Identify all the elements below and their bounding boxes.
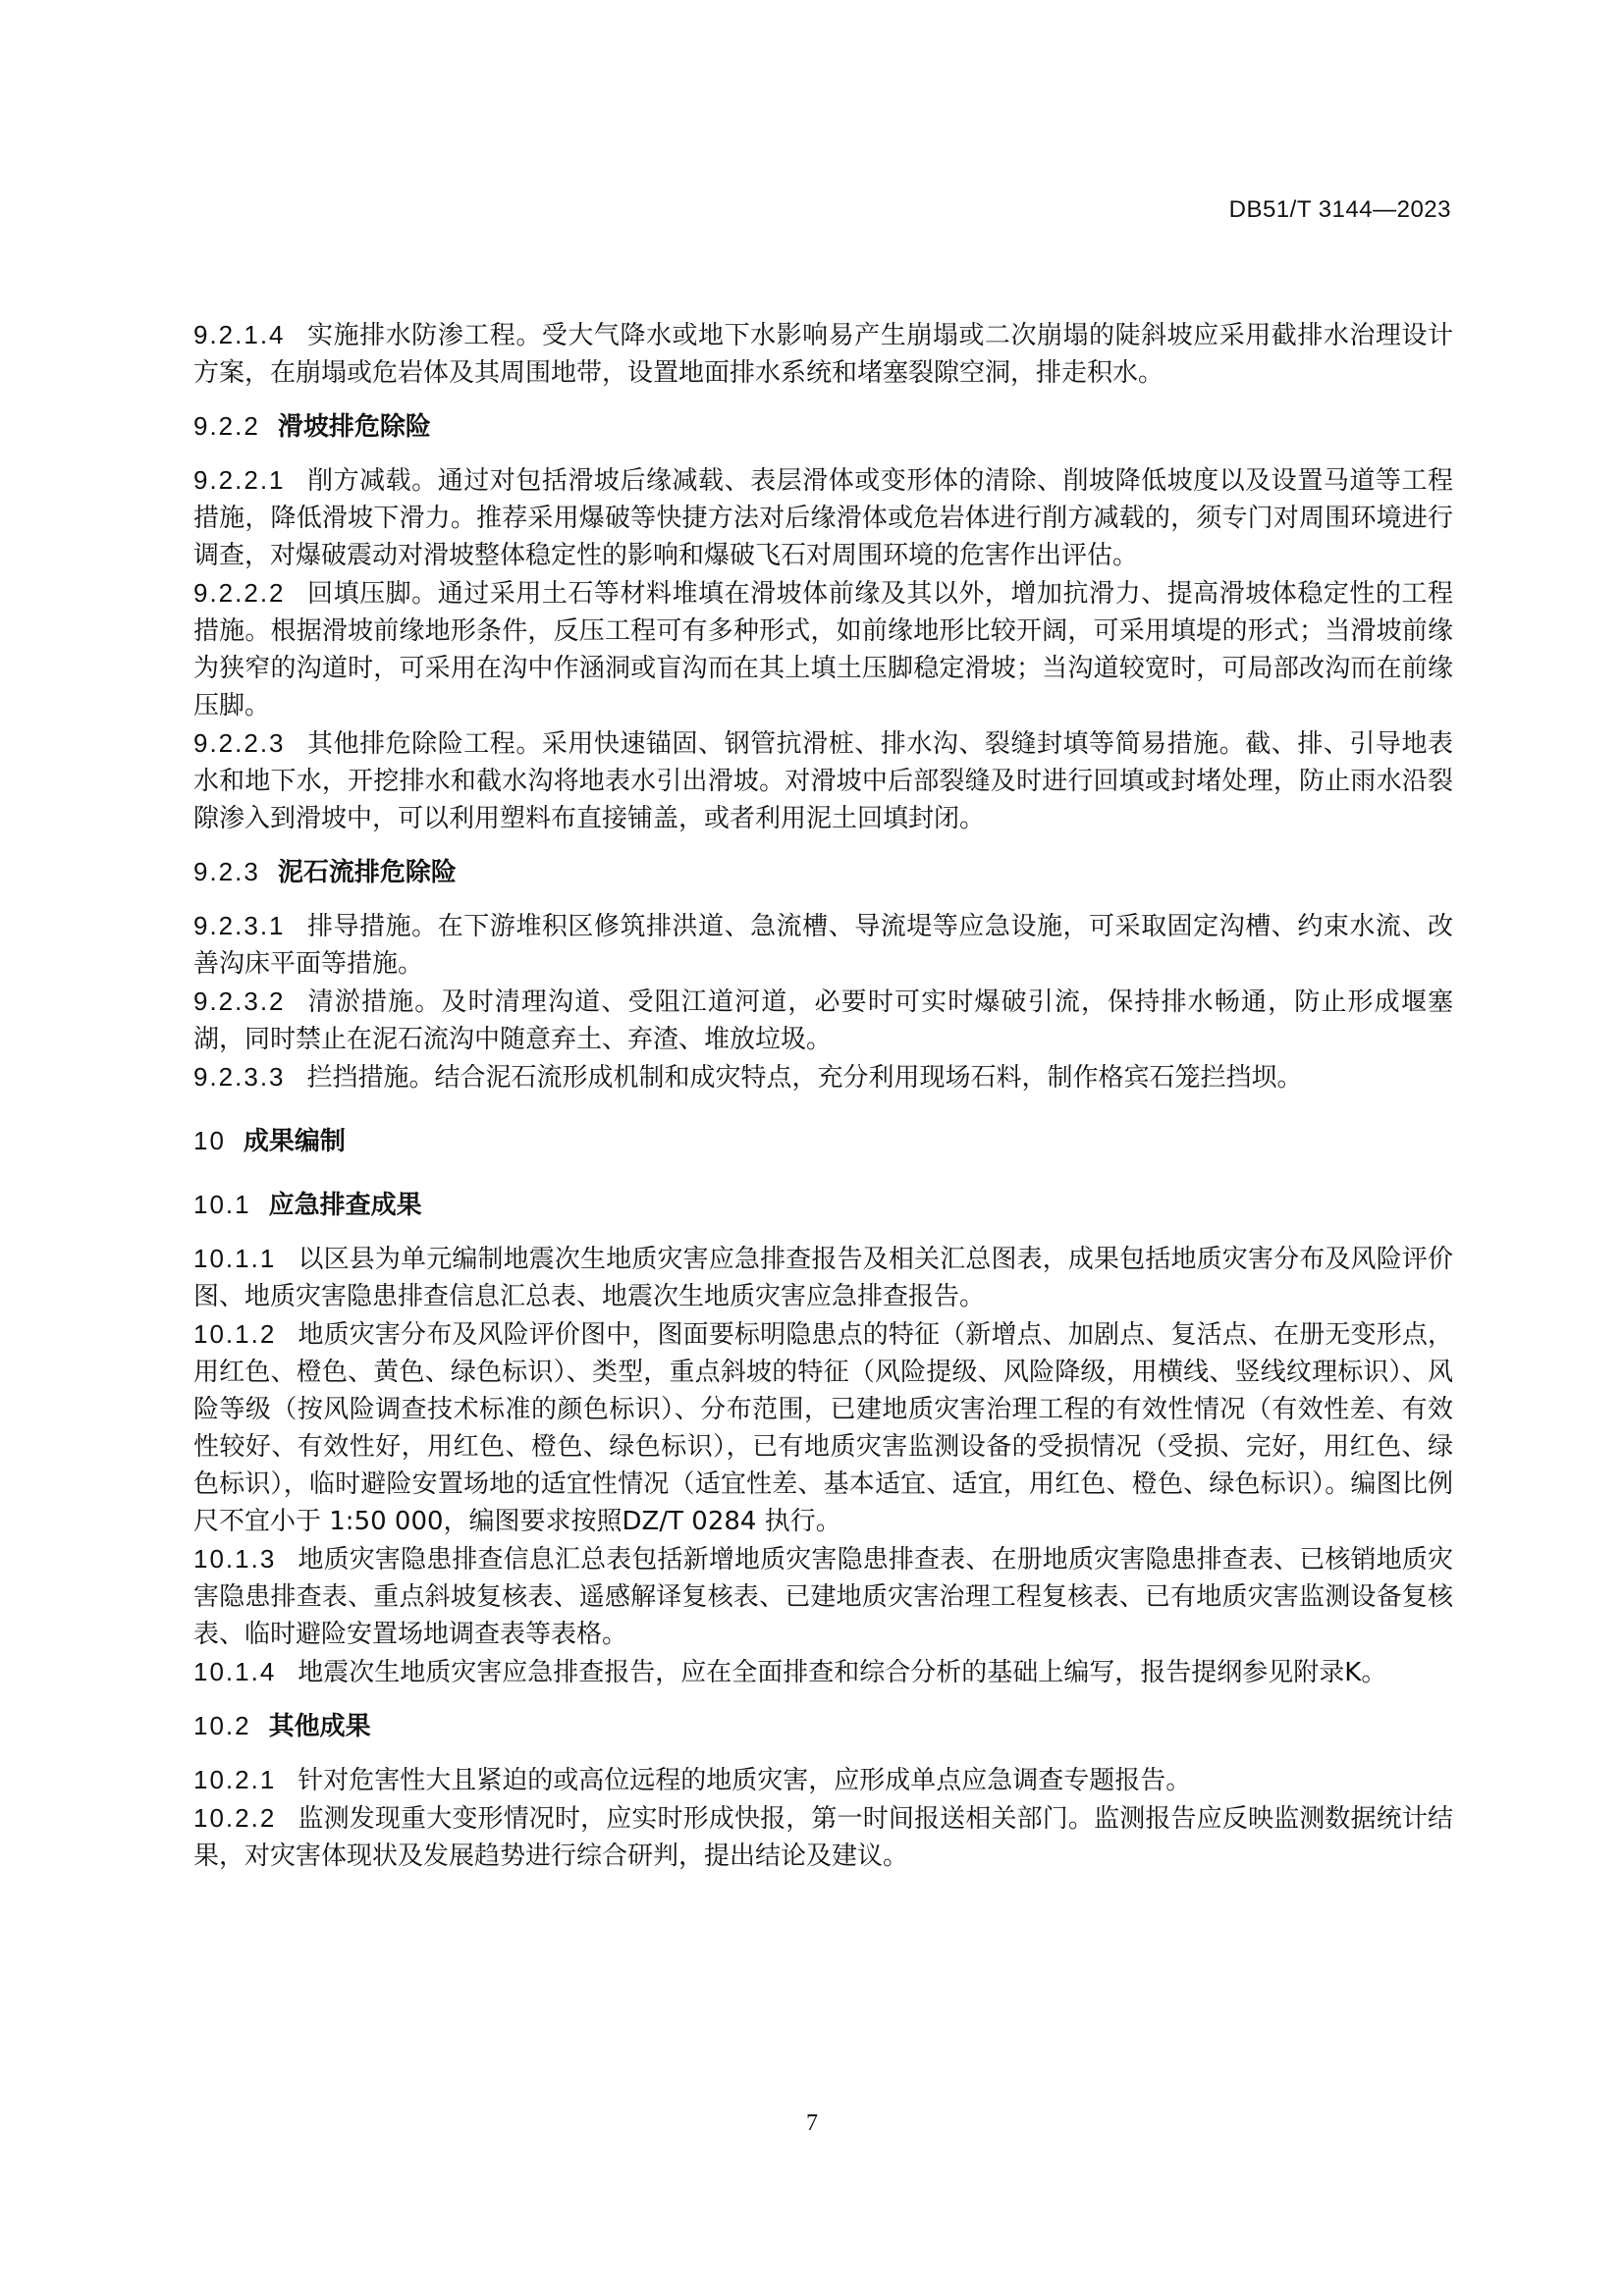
chapter-title: 成果编制 bbox=[243, 1127, 346, 1156]
clause-10-1-4 bbox=[193, 1653, 1453, 1691]
clause-text: 以区县为单元编制地震次生地质灾害应急排查报告及相关汇总图表，成果包括地质灾害分布及风险评价图、地质灾害隐患排查信息汇总表、地震次生地质灾害应急排查报告。 bbox=[193, 1245, 1453, 1311]
clause-10-1-3 bbox=[193, 1540, 1453, 1653]
clause-text: 削方减载。通过对包括滑坡后缘减载、表层滑体或变形体的清除、削坡降低坡度以及设置马道等工程措施，降低滑坡下滑力。推荐采用爆破等快捷方法对后缘滑体或危岩体进行削方减载的，须专门对周围环境进行调查，对爆破震动对滑坡整体稳定性的影响和爆破飞石对周围环境的危害作出评估。 bbox=[193, 466, 1453, 570]
clause-9-2-2-2 bbox=[193, 574, 1453, 724]
section-heading-10-1 bbox=[193, 1186, 1453, 1224]
clause-9-2-3-3 bbox=[193, 1058, 1453, 1096]
heading-number: 9.2.3 bbox=[193, 857, 260, 886]
clause-9-2-2-3 bbox=[193, 724, 1453, 837]
clause-text: 排导措施。在下游堆积区修筑排洪道、急流槽、导流堤等应急设施，可采取固定沟槽、约束水流、改善沟床平面等措施。 bbox=[193, 912, 1453, 979]
clause-text: 拦挡措施。结合泥石流形成机制和成灾特点，充分利用现场石料，制作格宾石笼拦挡坝。 bbox=[306, 1063, 1303, 1093]
clause-text: 地震次生地质灾害应急排查报告，应在全面排查和综合分析的基础上编写，报告提纲参见附录K。 bbox=[298, 1658, 1387, 1687]
clause-9-2-3-1 bbox=[193, 907, 1453, 983]
chapter-heading-10 bbox=[193, 1122, 1453, 1160]
chapter-number: 10 bbox=[193, 1126, 226, 1155]
clause-text: 监测发现重大变形情况时，应实时形成快报，第一时间报送相关部门。监测报告应反映监测数据统计结果，对灾害体现状及发展趋势进行综合研判，提出结论及建议。 bbox=[193, 1804, 1453, 1871]
clause-text: 回填压脚。通过采用土石等材料堆填在滑坡体前缘及其以外，增加抗滑力、提高滑坡体稳定性的工程措施。根据滑坡前缘地形条件，反压工程可有多种形式，如前缘地形比较开阔，可采用填堤的形式；当滑坡前缘为狭窄的沟道时，可采用在沟中作涵洞或盲沟而在其上填土压脚稳定滑坡；当沟道较宽时，可局部改沟而在前缘压脚。 bbox=[193, 579, 1453, 721]
clause-10-1-2 bbox=[193, 1315, 1453, 1540]
clause-10-2-2 bbox=[193, 1799, 1453, 1875]
section-heading-10-2 bbox=[193, 1707, 1453, 1745]
clause-number: 10.1.4 bbox=[193, 1657, 277, 1686]
clause-9-2-3-2 bbox=[193, 983, 1453, 1058]
clause-number: 10.2.1 bbox=[193, 1765, 277, 1794]
heading-text: 其他成果 bbox=[268, 1712, 371, 1741]
page-number: 7 bbox=[806, 2110, 818, 2136]
clause-text: 实施排水防渗工程。受大气降水或地下水影响易产生崩塌或二次崩塌的陡斜坡应采用截排水治理设计方案，在崩塌或危岩体及其周围地带，设置地面排水系统和堵塞裂隙空洞，排走积水。 bbox=[193, 321, 1453, 388]
clause-number: 9.2.2.1 bbox=[193, 465, 286, 495]
clause-number: 9.2.2.3 bbox=[193, 728, 286, 758]
heading-number: 10.2 bbox=[193, 1711, 251, 1740]
clause-10-2-1 bbox=[193, 1761, 1453, 1799]
clause-number: 9.2.2.2 bbox=[193, 578, 286, 608]
clause-number: 10.1.2 bbox=[193, 1319, 277, 1349]
clause-text: 清淤措施。及时清理沟道、受阻江道河道，必要时可实时爆破引流，保持排水畅通，防止形成堰塞湖，同时禁止在泥石流沟中随意弃土、弃渣、堆放垃圾。 bbox=[193, 988, 1453, 1054]
heading-text: 泥石流排危除险 bbox=[277, 858, 457, 887]
clause-10-1-1 bbox=[193, 1240, 1453, 1315]
heading-text: 应急排查成果 bbox=[268, 1191, 422, 1220]
clause-9-2-2-1 bbox=[193, 461, 1453, 574]
clause-number: 9.2.3.3 bbox=[193, 1062, 286, 1092]
clause-text: 地质灾害隐患排查信息汇总表包括新增地质灾害隐患排查表、在册地质灾害隐患排查表、已核销地质灾害隐患排查表、重点斜坡复核表、遥感解译复核表、已建地质灾害治理工程复核表、已有地质灾害监测设备复核表、临时避险安置场地调查表等表格。 bbox=[193, 1545, 1453, 1649]
clause-text: 其他排危除险工程。采用快速锚固、钢管抗滑桩、排水沟、裂缝封填等简易措施。截、排、引导地表水和地下水，开挖排水和截水沟将地表水引出滑坡。对滑坡中后部裂缝及时进行回填或封堵处理，防止雨水沿裂隙渗入到滑坡中，可以利用塑料布直接铺盖，或者利用泥土回填封闭。 bbox=[193, 729, 1453, 833]
clause-number: 9.2.3.2 bbox=[193, 987, 286, 1016]
clause-text: 地质灾害分布及风险评价图中，图面要标明隐患点的特征（新增点、加剧点、复活点、在册无变形点，用红色、橙色、黄色、绿色标识）、类型，重点斜坡的特征（风险提级、风险降级，用横线、竖线纹理标识）、风险等级（按风险调查技术标准的颜色标识）、分布范围，已建地质灾害治理工程的有效性情况（有效性差、有效性较好、有效性好，用红色、橙色、绿色标识），已有地质灾害监测设备的受损情况（受损、完好，用红色、绿色标识），临时避险安置场地的适宜性情况（适宜性差、基本适宜、适宜，用红色、橙色、绿色标识）。编图比例尺不宜小于 1:50 000，编图要求按照DZ/T 0284 执行。 bbox=[193, 1320, 1453, 1536]
heading-text: 滑坡排危除险 bbox=[277, 412, 431, 442]
clause-number: 9.2.3.1 bbox=[193, 911, 286, 940]
heading-number: 10.1 bbox=[193, 1190, 251, 1219]
clause-9-2-1-4 bbox=[193, 316, 1453, 392]
clause-number: 10.2.2 bbox=[193, 1803, 277, 1833]
clause-number: 10.1.3 bbox=[193, 1544, 277, 1574]
document-body bbox=[193, 316, 1453, 1875]
document-code: DB51/T 3144—2023 bbox=[1228, 196, 1451, 223]
heading-number: 9.2.2 bbox=[193, 411, 260, 441]
clause-number: 10.1.1 bbox=[193, 1244, 277, 1273]
clause-text: 针对危害性大且紧迫的或高位远程的地质灾害，应形成单点应急调查专题报告。 bbox=[298, 1766, 1192, 1795]
clause-number: 9.2.1.4 bbox=[193, 320, 286, 349]
section-heading-9-2-2 bbox=[193, 407, 1453, 446]
section-heading-9-2-3 bbox=[193, 853, 1453, 891]
